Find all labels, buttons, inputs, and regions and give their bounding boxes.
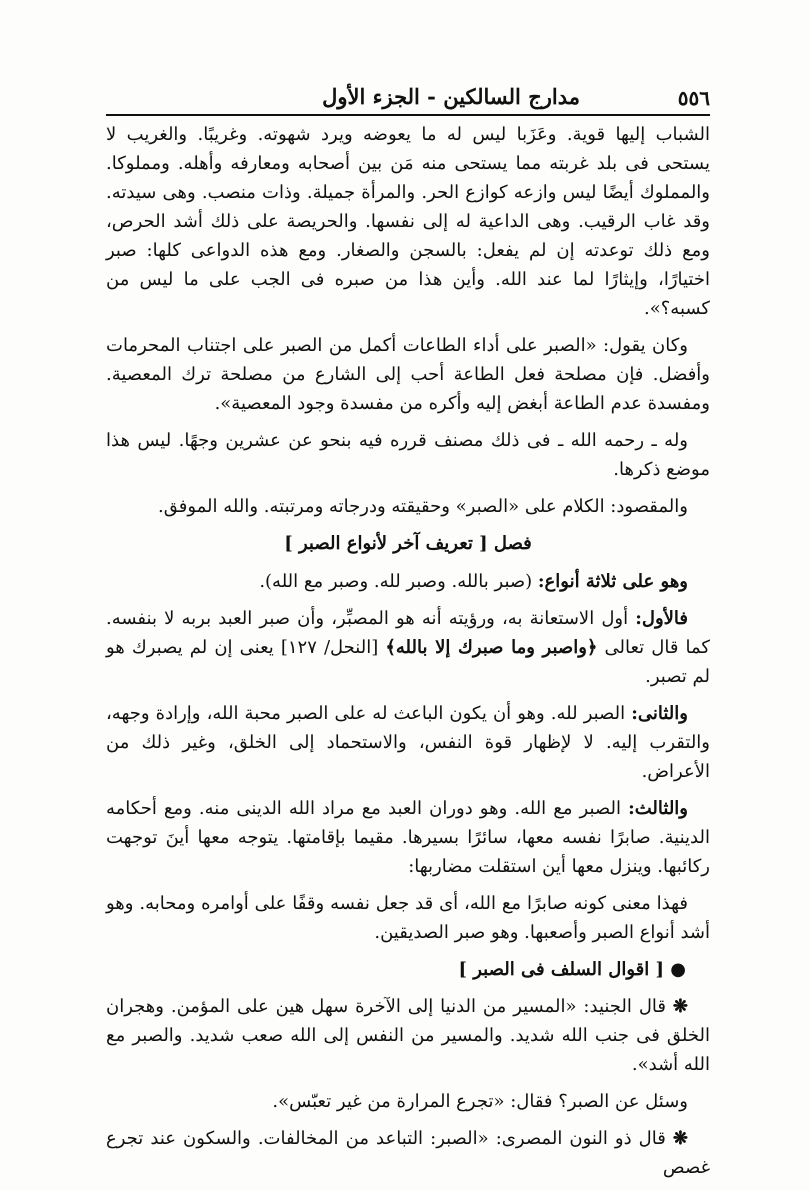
page-number: ٥٥٦: [677, 86, 710, 110]
paragraph-7-lead: والثانى:: [631, 703, 688, 724]
header-rule: [106, 114, 710, 116]
paragraph-12: [106, 1124, 710, 1182]
paragraph-9: فهذا معنى كونه صابرًا مع الله، أى قد جعل نفسه وقفًا على أوامره ومحابه. وهو أشد أنواع الصبر وأصعبها. وهو صبر الصديقين.: [106, 893, 710, 943]
paragraph-7: [106, 699, 710, 786]
paragraph-11: وسئل عن الصبر؟ فقال: «تجرع المرارة من غير تعبّس».: [272, 1091, 688, 1112]
quran-verse: ﴿واصبر وما صبرك إلا بالله﴾: [385, 637, 598, 658]
paragraph-8-text: الصبر مع الله. وهو دوران العبد مع مراد الله الدينى منه. ومع أحكامه الدينية. صابرًا نفسه معها، سائرًا بسيرها. مقيما بإقامتها. يتوجه معها أينَ توجهت ركائبها. وينزل معها أين استقلت مضاربها:: [106, 798, 710, 877]
paragraph-8-lead: والثالث:: [628, 798, 688, 819]
paragraph-4: والمقصود: الكلام على «الصبر» وحقيقته ودرجاته ومرتبته. والله الموفق.: [158, 496, 688, 517]
verse-reference: [النحل/ ١٢٧]: [280, 637, 386, 658]
asterism-icon: ❋: [672, 996, 688, 1017]
paragraph-6-text: أول الاستعانة به، ورؤيته أنه هو المصبِّر، وأن صبر العبد بربه لا بنفسه. كما قال تعالى: [106, 608, 710, 658]
paragraph-5-lead: وهو على ثلاثة أنواع:: [537, 571, 688, 592]
running-title: مدارج السالكين - الجزء الأول: [322, 84, 580, 109]
paragraph-8: [106, 794, 710, 881]
paragraph-5: [106, 567, 710, 596]
paragraph-6: [106, 604, 710, 691]
paragraph-6-end: يعنى إن لم يصبرك هو لم تصبر.: [106, 637, 710, 687]
asterism-icon: ❋: [672, 1128, 688, 1149]
subsection-heading: ● [ اقوال السلف فى الصبر ]: [458, 959, 686, 980]
paragraph-3: وله ـ رحمه الله ـ فى ذلك مصنف قرره فيه بنحو عن عشرين وجهًا. ليس هذا موضع ذكرها.: [106, 430, 710, 480]
paragraph-2: وكان يقول: «الصبر على أداء الطاعات أكمل من الصبر على اجتناب المحرمات وأفضل. فإن مصلحة فعل الطاعة أحب إلى الشارع من مصلحة ترك المعصية. ومفسدة عدم الطاعة أبغض إليه وأكره من مفسدة وجود المعصية».: [106, 335, 710, 414]
page-body: [106, 120, 710, 1190]
running-header: [106, 82, 710, 116]
paragraph-6-lead: فالأول:: [635, 608, 688, 629]
paragraph-5-text: (صبر بالله. وصبر لله. وصبر مع الله).: [259, 571, 538, 592]
section-heading: فصل [ تعريف آخر لأنواع الصبر ]: [284, 533, 532, 554]
paragraph-10: [106, 992, 710, 1079]
paragraph-12-text: قال ذو النون المصرى: «الصبر: التباعد من المخالفات. والسكون عند تجرع غصص: [106, 1128, 710, 1178]
paragraph-10-text: قال الجنيد: «المسير من الدنيا إلى الآخرة سهل هين على المؤمن. وهجران الخلق فى جنب الله شديد. والمسير من النفس إلى الله صعب شديد. والصبر مع الله أشد».: [106, 996, 710, 1075]
paragraph-7-text: الصبر لله. وهو أن يكون الباعث له على الصبر محبة الله، وإرادة وجهه، والتقرب إليه. لا لإظهار قوة النفس، والاستحماد إلى الخلق، وغير ذلك من الأعراض.: [106, 703, 710, 782]
paragraph-1: الشباب إليها قوية. وعَزَبا ليس له ما يعوضه ويرد شهوته. وغريبًا. والغريب لا يستحى فى بلد غربته مما يستحى منه مَن بين أصحابه ومعارفه وأهله. ومملوكا. والمملوك أيضًا ليس وازعه كوازع الحر. والمرأة جميلة. وذات منصب. وهى سيدته. وقد غاب الرقيب. وهى الداعية له إلى نفسها. والحريصة على ذلك أشد الحرص، ومع ذلك توعدته إن لم يفعل: بالسجن والصغار. ومع هذه الدواعى كلها: صبر اختيارًا، وإيثارًا لما عند الله. وأين هذا من صبره فى الجب على ما ليس من كسبه؟».: [106, 124, 710, 319]
